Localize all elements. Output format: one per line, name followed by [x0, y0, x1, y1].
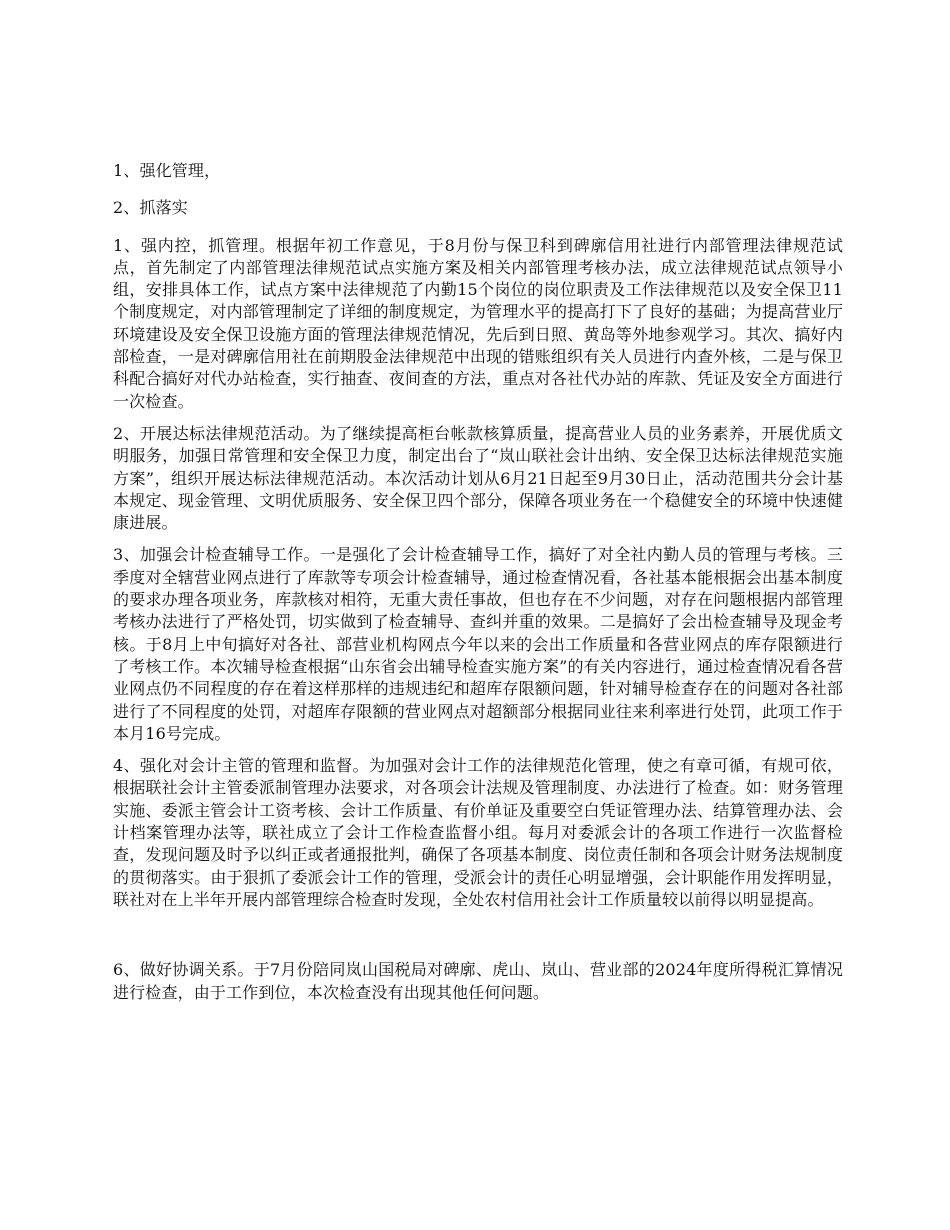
paragraph-compliance-activity: 2、开展达标法律规范活动。为了继续提高柜台帐款核算质量，提高营业人员的业务素养，开展优质文明服务，加强日常管理和安全保卫力度，制定出台了“岚山联社会计出纳、安全保卫达标法律规范实施方案”，组织开展达标法律规范活动。本次活动计划从6月21日起至9月30日止，活动范围共分会计基本规定、现金管理、文明优质服务、安全保卫四个部分，保障各项业务在一个稳健安全的环境中快速健康进展。	[113, 423, 843, 533]
heading-strengthen-management: 1、强化管理，	[113, 161, 221, 180]
paragraph-accounting-inspection: 3、加强会计检查辅导工作。一是强化了会计检查辅导工作，搞好了对全社内勤人员的管理与考核。三季度对全辖营业网点进行了库款等专项会计检查辅导，通过检查情况看，各社基本能根据会出基本制度的要求办理各项业务，库款核对相符，无重大责任事故，但也存在不少问题，对存在问题根据内部管理考核办法进行了严格处罚，切实做到了检查辅导、查纠并重的效果。二是搞好了会出检查辅导及现金考核。于8月上中旬搞好对各社、部营业机构网点今年以来的会出工作质量和各营业网点的库存限额进行了考核工作。本次辅导检查根据“山东省会出辅导检查实施方案”的有关内容进行，通过检查情况看各营业网点仍不同程度的存在着这样那样的违规违纪和超库存限额问题，针对辅导检查存在的问题对各社部进行了不同程度的处罚，对超库存限额的营业网点对超额部分根据同业往来利率进行处罚，此项工作于本月16号完成。	[113, 545, 843, 743]
heading-implementation: 2、抓落实	[113, 198, 188, 218]
paragraph-accounting-supervisor: 4、强化对会计主管的管理和监督。为加强对会计工作的法律规范化管理，使之有章可循，有规可依，根据联社会计主管委派制管理办法要求，对各项会计法规及管理制度、办法进行了检查。如：财务管理实施、委派主管会计工资考核、会计工作质量、有价单证及重要空白凭证管理办法、结算管理办法、会计档案管理办法等，联社成立了会计工作检查监督小组。每月对委派会计的各项工作进行一次监督检查，发现问题及时予以纠正或者通报批判，确保了各项基本制度、岗位责任制和各项会计财务法规制度的贯彻落实。由于狠抓了委派会计工作的管理，受派会计的责任心明显增强，会计职能作用发挥明显，联社对在上半年开展内部管理综合检查时发现，全处农村信用社会计工作质量较以前得以明显提高。	[113, 756, 843, 909]
document-body	[113, 160, 843, 1014]
paragraph-internal-control: 1、强内控，抓管理。根据年初工作意见，于8月份与保卫科到碑廓信用社进行内部管理法律规范试点，首先制定了内部管理法律规范试点实施方案及相关内部管理考核办法，成立法律规范试点领导小组，安排具体工作，试点方案中法律规范了内勤15个岗位的岗位职责及工作法律规范以及安全保卫11个制度规定，对内部管理制定了详细的制度规定，为管理水平的提高打下了良好的基础；为提高营业厅环境建设及安全保卫设施方面的管理法律规范情况，先后到日照、黄岛等外地参观学习。其次、搞好内部检查，一是对碑廓信用社在前期股金法律规范中出现的错账组织有关人员进行内查外核，二是与保卫科配合搞好对代办站检查，实行抽查、夜间查的方法，重点对各社代办站的库款、凭证及安全方面进行一次检查。	[113, 235, 843, 411]
paragraph-coordination: 6、做好协调关系。于7月份陪同岚山国税局对碑廓、虎山、岚山、营业部的2024年度所得税汇算情况进行检查，由于工作到位，本次检查没有出现其他任何问题。	[113, 960, 843, 1002]
